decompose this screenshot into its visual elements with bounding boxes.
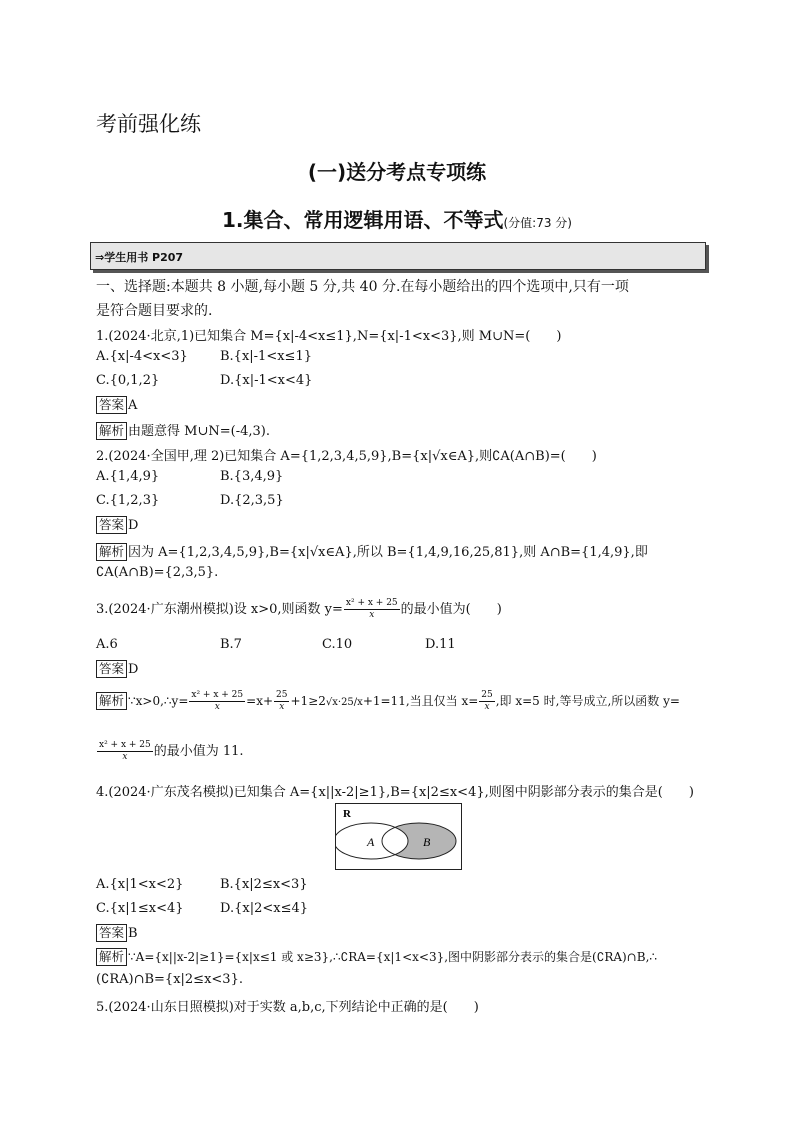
- q3-analysis-b: =x+: [246, 694, 274, 708]
- intro-line-2: 是符合题目要求的.: [96, 303, 213, 319]
- q3-stem: [96, 598, 502, 621]
- q4-stem: 4.(2024·广东茂名模拟)已知集合 A={x||x-2|≥1},B={x|2≤x<4},则图中阴影部分表示的集合是( ): [96, 785, 694, 800]
- q1-analysis-text: 由题意得 M∪N=(-4,3).: [128, 424, 270, 439]
- q4-analysis-text-1: ∵A={x||x-2|≥1}={x|x≤1 或 x≥3},∴∁RA={x|1<x<3},图中阴影部分表示的集合是(∁RA)∩B,∴: [128, 950, 658, 964]
- q2-analysis-line-2: ∁A(A∩B)={2,3,5}.: [96, 565, 219, 580]
- q3-analysis-e: +1=11,当且仅当 x=: [362, 694, 479, 708]
- q1-option-b: B.{x|-1<x≤1}: [220, 349, 312, 364]
- q3-fraction: [344, 598, 400, 621]
- q3-stem-b: 的最小值为( ): [400, 602, 502, 617]
- q1-option-d: D.{x|-1<x<4}: [220, 373, 313, 388]
- answer-tag: 答案: [96, 516, 127, 534]
- book-reference-bar: [90, 242, 706, 270]
- q3-fraction-num: x² + x + 25: [345, 598, 398, 608]
- analysis-tag: 解析: [96, 543, 127, 561]
- q3-option-c: C.10: [322, 637, 353, 652]
- venn-diagram: [335, 803, 462, 870]
- answer-tag: 答案: [96, 396, 127, 414]
- q3-analysis-line-2: [96, 740, 244, 763]
- q1-option-c: C.{0,1,2}: [96, 373, 160, 388]
- q3-answer: [96, 660, 138, 678]
- q5-stem: 5.(2024·山东日照模拟)对于实数 a,b,c,下列结论中正确的是( ): [96, 1000, 479, 1015]
- part-title: (一)送分考点专项练: [307, 160, 487, 184]
- answer-tag: 答案: [96, 660, 127, 678]
- q4-answer-value: B: [128, 926, 138, 941]
- shaded-region: [336, 804, 461, 869]
- analysis-tag: 解析: [96, 692, 127, 710]
- q2-answer-value: D: [128, 518, 139, 533]
- q4-option-a: A.{x|1<x<2}: [96, 877, 184, 892]
- q2-analysis: [96, 541, 648, 561]
- q1-answer-value: A: [128, 398, 138, 413]
- q2-option-d: D.{2,3,5}: [220, 493, 284, 508]
- lesson-title: [0, 204, 794, 233]
- q3-analysis-fraction-3-den: x: [484, 702, 490, 712]
- q3-analysis: [96, 690, 680, 713]
- q3-analysis-a: ∵x>0,∴y=: [128, 694, 189, 708]
- q4-option-d: D.{x|2<x≤4}: [220, 901, 309, 916]
- q3-analysis-fraction-2-num: 25: [276, 690, 288, 700]
- q3-analysis-fraction-4: [97, 740, 153, 763]
- q4-analysis-line-2: (∁RA)∩B={x|2≤x<3}.: [96, 972, 243, 987]
- lesson-title-text: 1.集合、常用逻辑用语、不等式: [221, 208, 504, 232]
- q1-stem: 1.(2024·北京,1)已知集合 M={x|-4<x≤1},N={x|-1<x<3},则 M∪N=( ): [96, 329, 562, 344]
- q3-analysis-fraction-den: x: [214, 702, 220, 712]
- q3-option-d: D.11: [425, 637, 456, 652]
- q3-analysis-fraction-2: [274, 690, 289, 713]
- analysis-tag: 解析: [96, 948, 127, 966]
- q3-analysis-sqrt: √x·25/x: [325, 697, 363, 708]
- q4-answer: [96, 924, 138, 942]
- q3-fraction-den: x: [369, 610, 375, 620]
- universe-label: R: [343, 808, 351, 820]
- q3-analysis-fraction-3: [479, 690, 494, 713]
- q2-option-a: A.{1,4,9}: [96, 469, 160, 484]
- q4-analysis: [96, 948, 657, 966]
- q3-analysis-fraction-4-den: x: [122, 752, 128, 762]
- q3-analysis-fraction-4-num: x² + x + 25: [99, 740, 151, 750]
- set-a-label: A: [367, 835, 375, 849]
- q2-option-c: C.{1,2,3}: [96, 493, 160, 508]
- q3-analysis-f: ,即 x=5 时,等号成立,所以函数 y=: [495, 694, 680, 708]
- q3-option-a: A.6: [96, 637, 118, 652]
- set-b-label: B: [423, 835, 431, 849]
- answer-tag: 答案: [96, 924, 127, 942]
- venn-diagram-svg: [336, 804, 461, 869]
- q3-analysis-fraction-num: x² + x + 25: [191, 690, 244, 700]
- q3-answer-value: D: [128, 662, 139, 677]
- q3-stem-a: 3.(2024·广东潮州模拟)设 x>0,则函数 y=: [96, 602, 343, 617]
- q2-stem: 2.(2024·全国甲,理 2)已知集合 A={1,2,3,4,5,9},B={x|√x∈A},则∁A(A∩B)=( ): [96, 449, 597, 464]
- q4-option-c: C.{x|1≤x<4}: [96, 901, 184, 916]
- q3-analysis-fraction-3-num: 25: [481, 690, 493, 700]
- analysis-tag: 解析: [96, 422, 127, 440]
- q1-answer: [96, 396, 137, 414]
- shaded-b-minus-a: [336, 804, 461, 869]
- q1-option-a: A.{x|-4<x<3}: [96, 349, 188, 364]
- q3-analysis-fraction-2-den: x: [279, 702, 285, 712]
- section-heading: 考前强化练: [96, 112, 201, 136]
- q4-option-b: B.{x|2≤x<3}: [220, 877, 308, 892]
- q3-analysis-c: +1≥2: [290, 694, 326, 708]
- book-reference: ⇒学生用书 P207: [95, 251, 184, 264]
- q3-option-b: B.7: [220, 637, 242, 652]
- q3-analysis-fraction: [189, 690, 245, 713]
- q3-analysis-g: 的最小值为 11.: [153, 744, 244, 759]
- q2-analysis-text-1: 因为 A={1,2,3,4,5,9},B={x|√x∈A},所以 B={1,4,9,16,25,81},则 A∩B={1,4,9},即: [128, 545, 648, 560]
- q1-analysis: [96, 420, 270, 440]
- intro-line-1: 一、选择题:本题共 8 小题,每小题 5 分,共 40 分.在每小题给出的四个选项中,只有一项: [96, 279, 629, 295]
- q2-answer: [96, 516, 138, 534]
- q2-option-b: B.{3,4,9}: [220, 469, 284, 484]
- score-note: (分值:73 分): [503, 216, 572, 230]
